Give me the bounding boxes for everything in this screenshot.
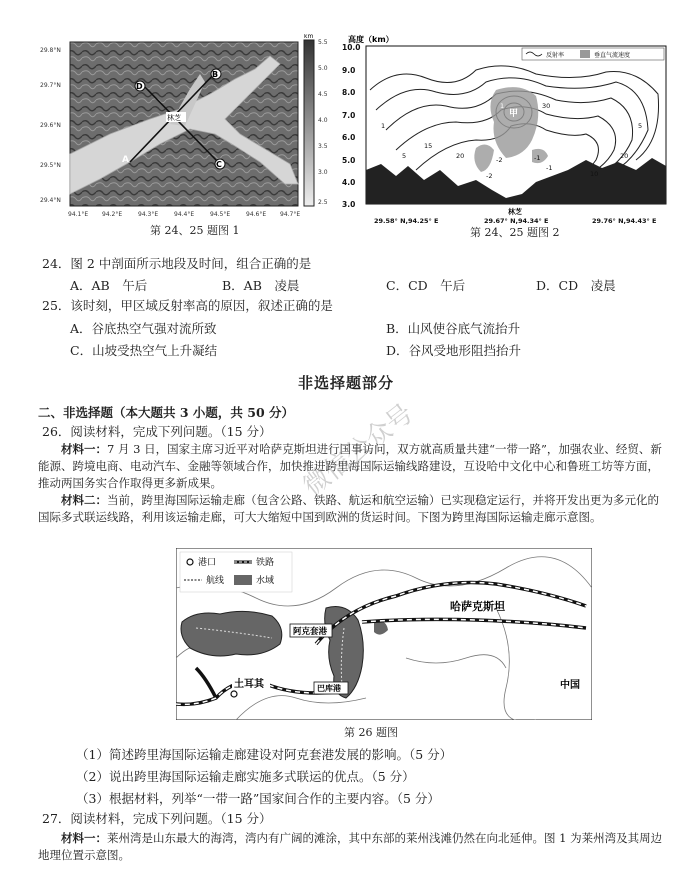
point-b-label: B [212, 70, 219, 79]
svg-text:10.0: 10.0 [342, 43, 361, 52]
q24-option-b: B．AB 凌晨 [222, 278, 300, 293]
svg-text:港口: 港口 [198, 558, 217, 568]
figure-1-terrain-map [40, 34, 336, 224]
svg-text:航线: 航线 [206, 576, 225, 586]
svg-text:2.5: 2.5 [318, 199, 328, 206]
label-turkey: 土耳其 [234, 679, 264, 690]
svg-text:29.4°N: 29.4°N [40, 197, 61, 204]
svg-text:29.6°N: 29.6°N [40, 122, 61, 129]
q25-option-d: D．谷风受地形阻挡抬升 [386, 343, 522, 358]
point-c-label: C [216, 160, 222, 169]
svg-text:29.58° N,94.25° E: 29.58° N,94.25° E [374, 217, 439, 225]
linzhi-label: 林芝 [167, 114, 181, 122]
figure-1-caption: 第 24、25 题图 1 [150, 224, 240, 237]
svg-text:30: 30 [542, 102, 551, 110]
svg-text:29.8°N: 29.8°N [40, 47, 61, 54]
svg-text:15: 15 [424, 142, 433, 150]
svg-text:20: 20 [620, 152, 629, 160]
svg-text:8.0: 8.0 [342, 88, 356, 97]
q27-material-1 [38, 830, 668, 864]
svg-text:94.3°E: 94.3°E [138, 211, 159, 218]
part-2-heading: 二、非选择题（本大题共 3 小题，共 50 分） [38, 405, 295, 420]
svg-text:94.4°E: 94.4°E [174, 211, 195, 218]
svg-text:94.1°E: 94.1°E [68, 211, 89, 218]
svg-text:5.0: 5.0 [342, 156, 356, 165]
q26-sub-1: （1）简述跨里海国际运输走廊建设对阿克套港发展的影响。（5 分） [76, 747, 453, 762]
svg-text:-2: -2 [496, 156, 503, 164]
q27-mat1-text: 莱州湾是山东最大的海湾，湾内有广阔的滩涂，其中东部的莱州浅滩仍然在向北延伸。图 1 为莱州湾及其周边地理位置示意图。 [38, 831, 663, 862]
black-sea [181, 611, 282, 656]
svg-text:4.0: 4.0 [318, 117, 328, 124]
svg-text:7.0: 7.0 [342, 111, 356, 120]
svg-text:km: km [304, 34, 314, 40]
q24-option-d: D．CD 凌晨 [536, 278, 616, 293]
q24-option-a: A．AB 午后 [70, 278, 148, 293]
svg-text:5: 5 [402, 152, 407, 160]
q26-sub-3: （3）根据材料，列举“一带一路”国家间合作的主要内容。（5 分） [76, 791, 440, 806]
svg-text:6.0: 6.0 [342, 133, 356, 142]
svg-text:3.0: 3.0 [318, 169, 328, 176]
svg-text:-1: -1 [546, 164, 553, 172]
q25-option-a: A．谷底热空气强对流所致 [70, 321, 217, 336]
svg-text:4.5: 4.5 [318, 91, 328, 98]
svg-text:4.0: 4.0 [342, 178, 356, 187]
svg-text:水域: 水域 [256, 576, 275, 586]
question-25-stem: 25．该时刻，甲区域反射率高的原因，叙述正确的是 [42, 298, 333, 313]
q26-mat1-text: 7 月 3 日，国家主席习近平对哈萨克斯坦进行国事访问，双方就高质量共建“一带一路”，加强农业、经贸、新能源、跨境电商、电动汽车、金融等领域合作，加快推进跨里海国际运输线路建设，互设哈中文化中心和鲁班工坊等方面，推动两国务实合作取得更多新成果。 [38, 442, 662, 490]
point-d-label: D [136, 82, 143, 91]
svg-text:5: 5 [638, 122, 643, 130]
svg-text:29.5°N: 29.5°N [40, 162, 61, 169]
q26-mat2-text: 当前，跨里海国际运输走廊（包含公路、铁路、航运和航空运输）已实现稳定运行，并将开发出更为多元化的国际多式联运线路，利用该运输走廊，可大大缩短中国到欧洲的货运时间。下图为跨里海国际运输走廊示意图。 [38, 493, 659, 524]
region-jia-label: 甲 [509, 109, 519, 119]
elevation-colorbar [304, 40, 314, 206]
svg-text:9.0: 9.0 [342, 66, 356, 75]
lon-ticks [68, 211, 300, 218]
svg-text:5.5: 5.5 [318, 39, 328, 46]
q24-option-c: C．CD 午后 [386, 278, 466, 293]
svg-text:29.67° N,94.34° E: 29.67° N,94.34° E [484, 217, 549, 225]
svg-text:94.7°E: 94.7°E [280, 211, 301, 218]
figure-2-caption: 第 24、25 题图 2 [470, 226, 560, 239]
svg-text:1: 1 [500, 102, 505, 110]
svg-text:94.6°E: 94.6°E [246, 211, 267, 218]
q26-material-2 [38, 492, 668, 526]
q25-option-b: B．山风使谷底气流抬升 [386, 321, 521, 336]
svg-text:1: 1 [381, 122, 386, 130]
svg-text:20: 20 [456, 152, 465, 160]
svg-text:3.0: 3.0 [342, 200, 356, 209]
svg-text:94.2°E: 94.2°E [102, 211, 123, 218]
svg-text:-2: -2 [486, 172, 493, 180]
q26-sub-2: （2）说出跨里海国际运输走廊实施多式联运的优点。（5 分） [76, 769, 415, 784]
trans-caspian-corridor-map [176, 548, 592, 720]
watermark: 微信公众号 [298, 398, 420, 503]
label-china: 中国 [560, 680, 580, 691]
fig2-linzhi-label: 林芝 [508, 208, 522, 216]
svg-text:-1: -1 [534, 154, 541, 162]
svg-text:10: 10 [590, 170, 599, 178]
svg-text:垂直气流速度: 垂直气流速度 [594, 52, 631, 59]
label-aktau-port: 阿克套港 [293, 627, 328, 637]
figure-2-cross-section [336, 30, 676, 226]
svg-text:94.5°E: 94.5°E [210, 211, 231, 218]
q27-mat1-label: 材料一： [61, 831, 107, 845]
q26-mat1-label: 材料一： [61, 442, 107, 456]
fig2-ylabel: 高度（km） [348, 35, 394, 44]
label-baku-port: 巴库港 [317, 684, 341, 693]
svg-text:3.5: 3.5 [318, 143, 328, 150]
question-27-heading: 27．阅读材料，完成下列问题。（15 分） [42, 811, 272, 826]
svg-text:29.7°N: 29.7°N [40, 82, 61, 89]
fig2-y-ticks [342, 43, 361, 209]
svg-text:铁路: 铁路 [256, 558, 275, 568]
question-24-stem: 24．图 2 中剖面所示地段及时间，组合正确的是 [42, 256, 312, 271]
point-a-label: A [122, 155, 129, 165]
label-kazakhstan: 哈萨克斯坦 [450, 600, 505, 613]
q26-mat2-label: 材料二： [61, 493, 107, 507]
q26-figure-caption: 第 26 题图 [344, 726, 398, 739]
svg-text:5.0: 5.0 [318, 65, 328, 72]
question-26-heading: 26．阅读材料，完成下列问题。（15 分） [42, 424, 272, 439]
svg-text:29.76° N,94.43° E: 29.76° N,94.43° E [592, 217, 657, 225]
svg-text:反射率: 反射率 [546, 52, 565, 59]
lat-ticks [40, 47, 61, 204]
q25-option-c: C．山坡受热空气上升凝结 [70, 343, 218, 358]
section-title: 非选择题部分 [298, 374, 395, 392]
